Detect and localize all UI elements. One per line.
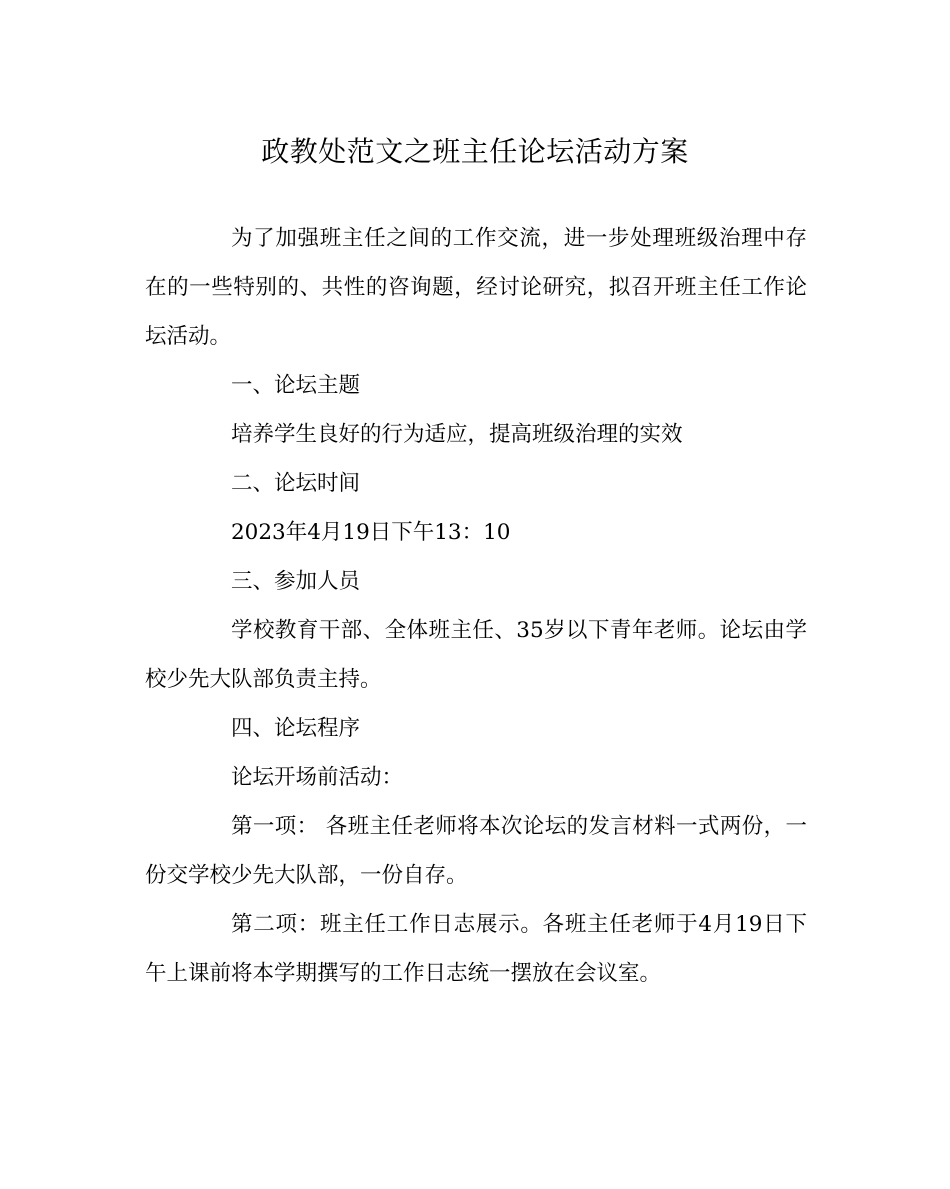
section-heading-participants: 三、参加人员: [231, 569, 361, 594]
participants-paragraph: 学校教育干部、全体班主任、35岁以下青年老师。论坛由学校少先大队部负责主持。: [145, 618, 807, 692]
theme-paragraph: 培养学生良好的行为适应，提高班级治理的实效: [231, 422, 683, 447]
intro-paragraph: 为了加强班主任之间的工作交流，进一步处理班级治理中存在的一些特别的、共性的咨询题，经讨论研究，拟召开班主任工作论坛活动。: [145, 226, 807, 349]
section-heading-time: 二、论坛时间: [231, 471, 361, 496]
procedure-item-2: 第二项：班主任工作日志展示。各班主任老师于4月19日下午上课前将本学期撰写的工作日志统一摆放在会议室。: [145, 912, 807, 986]
procedure-item-1: 第一项： 各班主任老师将本次论坛的发言材料一式两份，一份交学校少先大队部，一份自存。: [145, 814, 807, 888]
document-body: [145, 214, 807, 998]
document-title: 政教处范文之班主任论坛活动方案: [261, 135, 689, 168]
section-heading-theme: 一、论坛主题: [231, 373, 361, 398]
time-paragraph: 2023年4月19日下午13：10: [231, 520, 511, 545]
section-heading-procedure: 四、论坛程序: [231, 716, 361, 741]
pre-forum-heading: 论坛开场前活动：: [231, 765, 404, 790]
